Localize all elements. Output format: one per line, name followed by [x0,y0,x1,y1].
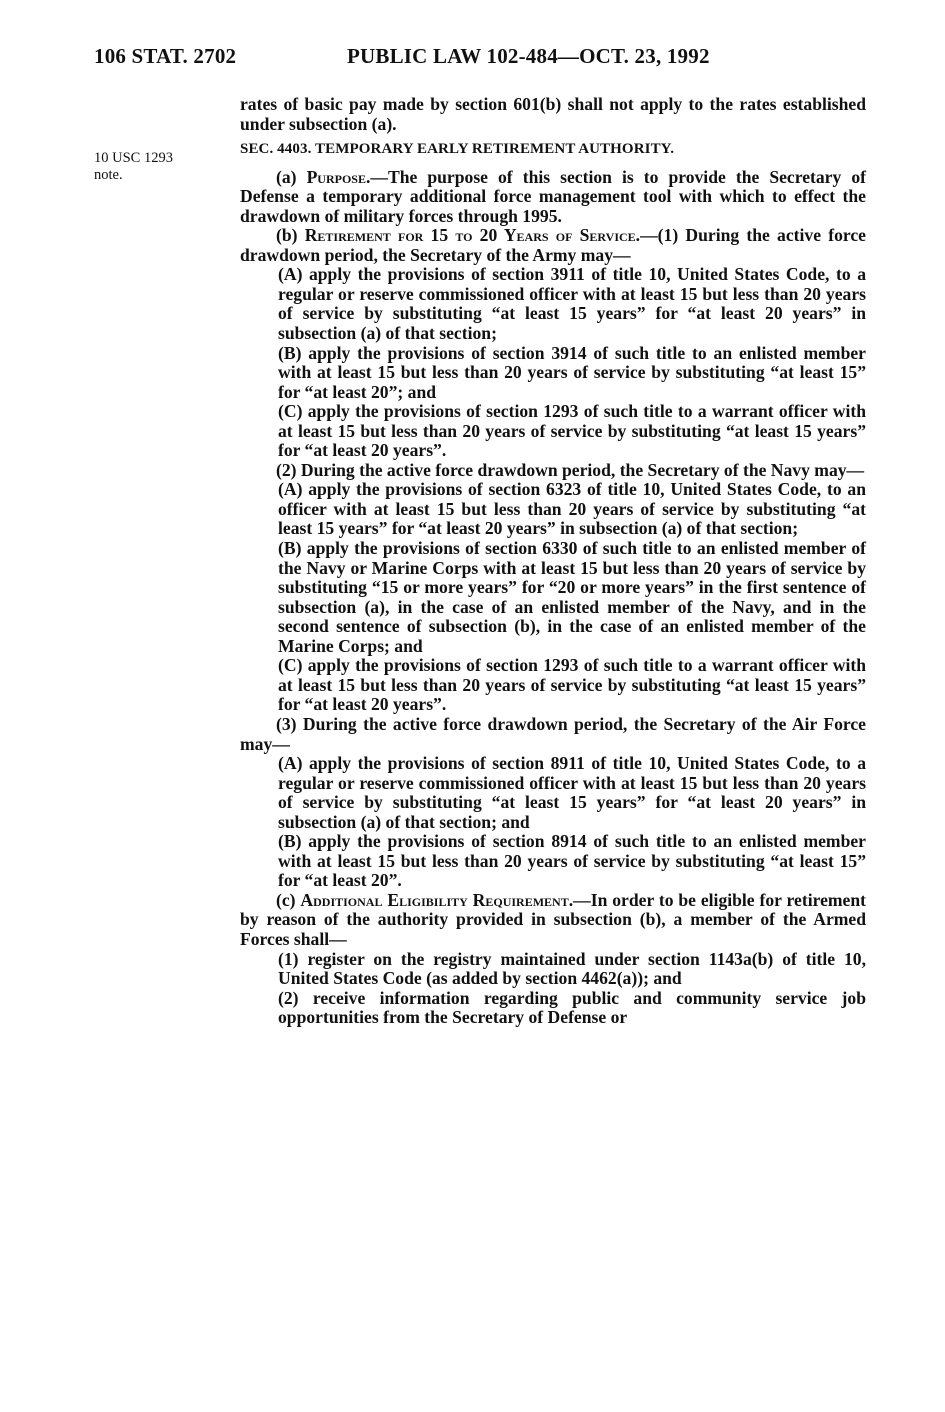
margin-note-line-2: note. [94,167,123,183]
clause-b3b: (B) apply the provisions of section 8914 of such title to an enlisted member with at least 15 but less than 20 years of service by substituting “at least 15” for “at least 20”. [278,831,866,891]
subsection-a-label: (a) [276,166,307,187]
section-heading: SEC. 4403. TEMPORARY EARLY RETIREMENT AUTHORITY. [240,141,675,158]
intro-paragraph: rates of basic pay made by section 601(b) shall not apply to the rates established under subsection (a). [240,94,866,134]
clause-b1c: (C) apply the provisions of section 1293 of such title to a warrant officer with at least 15 but less than 20 years of service by substituting “at least 15 years” for “at least 20 years”. [278,401,866,461]
subsection-b [240,226,866,265]
subsection-a [240,168,866,227]
paragraph-b2: (2) During the active force drawdown period, the Secretary of the Navy may— [276,459,865,480]
clause-b2b: (B) apply the provisions of section 6330 of such title to an enlisted member of the Navy or Marine Corps with at least 15 but less than 20 years of service by substituting “15 or more years” for “20 or more years” in the first sentence of subsection (a), in the case of an enlisted member of the Navy, and in the second sentence of subsection (b), in the case of an enlisted member of the Marine Corps; and [278,538,866,656]
clause-c2: (2) receive information regarding public and community service job opportunities from the Secretary of Defense or [278,987,866,1028]
paragraph-b3: (3) During the active force drawdown period, the Secretary of the Air Force may— [240,713,866,754]
subsection-c-label: (c) [276,889,301,910]
subsection-b-text: —(1) During the active force drawdown period, the Secretary of the Army may— [240,225,866,265]
clause-b2c: (C) apply the provisions of section 1293 of such title to a warrant officer with at least 15 but less than 20 years of service by substituting “at least 15 years” for “at least 20 years”. [278,655,866,715]
subsection-c [240,891,866,950]
margin-citation-note [94,150,214,184]
running-head [94,44,835,74]
clause-c1: (1) register on the registry maintained under section 1143a(b) of title 10, United States Code (as added by section 4462(a)); and [278,948,866,989]
subsection-b-heading: Retirement for 15 to 20 Years of Service. [304,225,641,246]
subsection-a-text: —The purpose of this section is to provide the Secretary of Defense a temporary additional force management tool with which to effect the drawdown of military forces through 1995. [240,166,866,226]
subsection-b-label: (b) [276,225,305,246]
subsection-c-text: —In order to be eligible for retirement by reason of the authority provided in subsection (b), a member of the Armed Forces shall— [240,889,866,949]
clause-b1b: (B) apply the provisions of section 3914 of such title to an enlisted member with at least 15 but less than 20 years of service by substituting “at least 15” for “at least 20”; and [278,342,866,402]
clause-b1a: (A) apply the provisions of section 3911 of title 10, United States Code, to a regular or reserve commissioned officer with at least 15 but less than 20 years of service by substituting “at least 15 years” for “at least 20 years” in subsection (a) of that section; [278,264,866,344]
law-title-date: PUBLIC LAW 102-484—OCT. 23, 1992 [347,44,710,68]
law-text-body [240,95,866,1028]
subsection-a-heading: Purpose. [306,166,371,187]
clause-b2a: (A) apply the provisions of section 6323 of title 10, United States Code, to an officer with at least 15 but less than 20 years of service by substituting “at least 15 years” for “at least 20 years” in subsection (a) of that section; [278,479,866,539]
stat-page-number: 106 STAT. 2702 [94,44,237,68]
subsection-c-heading: Additional Eligibility Requirement. [300,889,574,910]
clause-b3a: (A) apply the provisions of section 8911 of title 10, United States Code, to a regular or reserve commissioned officer with at least 15 but less than 20 years of service by substituting “at least 15 years” for “at least 20 years” in subsection (a) of that section; and [278,753,866,832]
margin-note-line-1: 10 USC 1293 [94,150,173,166]
